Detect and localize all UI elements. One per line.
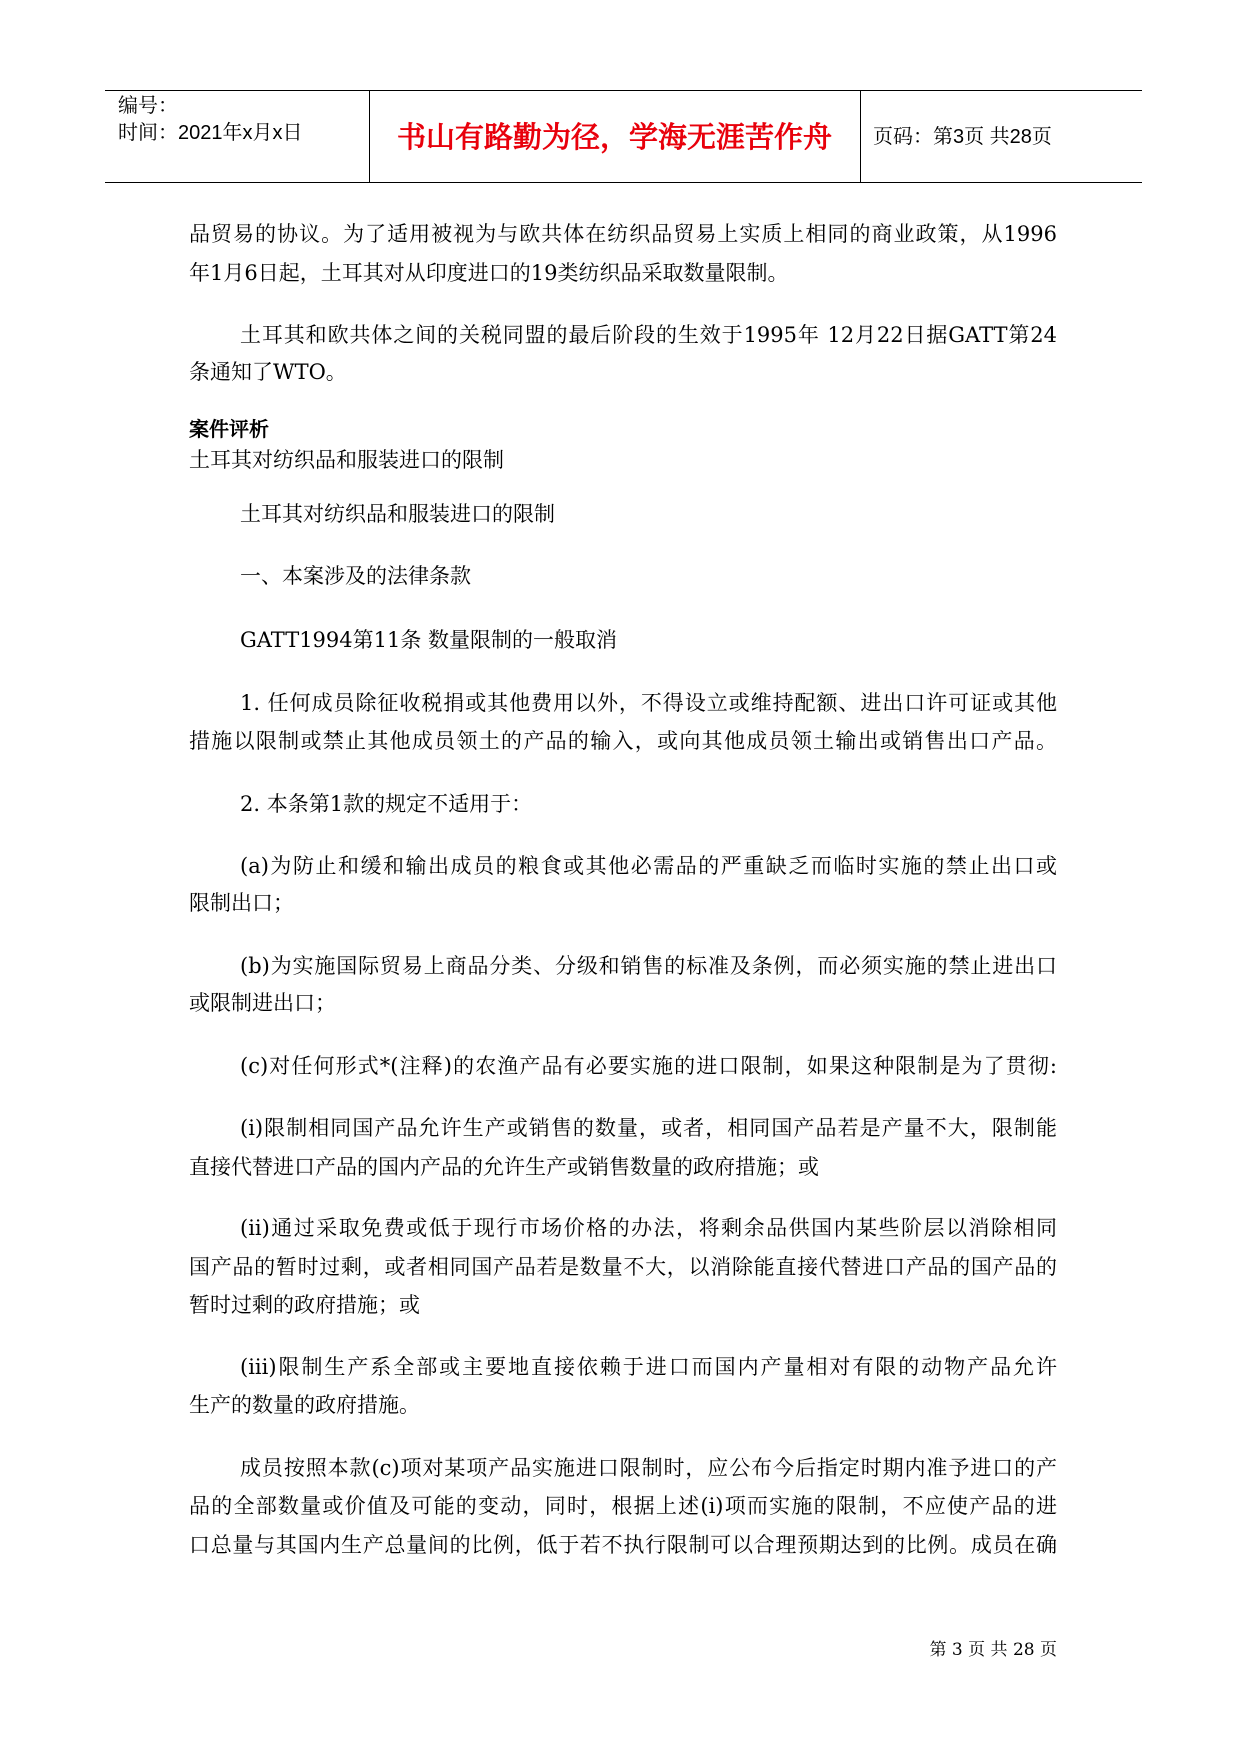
body-text-line: 或限制进出口；	[189, 991, 336, 1015]
header-rule-top	[105, 90, 1142, 91]
body-text-line: 2. 本条第1款的规定不适用于：	[240, 792, 533, 816]
page-indicator: 页码：第3页 共28页	[873, 126, 1052, 148]
body-text-line: 品的全部数量或价值及可能的变动，同时，根据上述(i)项而实施的限制，不应使产品的进	[189, 1494, 1057, 1518]
header-divider-right	[860, 90, 861, 182]
body-text-line: (b)为实施国际贸易上商品分类、分级和销售的标准及条例，而必须实施的禁止进出口	[240, 954, 1057, 978]
body-text-line: 土耳其和欧共体之间的关税同盟的最后阶段的生效于1995年 12月22日据GATT第24	[240, 323, 1057, 347]
body-text-line: 口总量与其国内生产总量间的比例，低于若不执行限制可以合理预期达到的比例。成员在确	[189, 1533, 1057, 1557]
body-text-line: 成员按照本款(c)项对某项产品实施进口限制时，应公布今后指定时期内准予进口的产	[240, 1456, 1057, 1480]
section-heading: 案件评析	[189, 417, 269, 441]
body-text-line: 1. 任何成员除征收税捐或其他费用以外，不得设立或维持配额、进出口许可证或其他	[240, 691, 1057, 715]
body-text-line: (i)限制相同国产品允许生产或销售的数量，或者，相同国产品若是产量不大，限制能	[240, 1116, 1057, 1140]
body-text-line: (c)对任何形式*(注释)的农渔产品有必要实施的进口限制，如果这种限制是为了贯彻:	[240, 1054, 1057, 1078]
body-text-line: 限制出口；	[189, 891, 294, 915]
body-text-line: (iii)限制生产系全部或主要地直接依赖于进口而国内产量相对有限的动物产品允许	[240, 1355, 1057, 1379]
body-text-line: 暂时过剩的政府措施；或	[189, 1293, 420, 1317]
header-rule-bottom	[105, 182, 1142, 183]
body-text-line: (ii)通过采取免费或低于现行市场价格的办法，将剩余品供国内某些阶层以消除相同	[240, 1216, 1057, 1240]
doc-number-label: 编号：	[118, 95, 178, 117]
body-text-line: 条通知了WTO。	[189, 360, 347, 384]
body-text-line: 直接代替进口产品的国内产品的允许生产或销售数量的政府措施；或	[189, 1155, 819, 1179]
body-text-line: 年1月6日起，土耳其对从印度进口的19类纺织品采取数量限制。	[189, 261, 789, 285]
body-text-line: 生产的数量的政府措施。	[189, 1393, 420, 1417]
motto-banner: 书山有路勤为径，学海无涯苦作舟	[396, 120, 832, 154]
body-text-line: (a)为防止和缓和输出成员的粮食或其他必需品的严重缺乏而临时实施的禁止出口或	[240, 854, 1057, 878]
body-text-line: 品贸易的协议。为了适用被视为与欧共体在纺织品贸易上实质上相同的商业政策，从1996	[189, 222, 1057, 246]
body-text-line: 措施以限制或禁止其他成员领土的产品的输入，或向其他成员领土输出或销售出口产品。	[189, 729, 1057, 753]
section-subtitle: 土耳其对纺织品和服装进口的限制	[189, 448, 504, 472]
page-number-footer: 第 3 页 共 28 页	[929, 1640, 1057, 1660]
doc-time-label: 时间：2021年x月x日	[118, 122, 303, 144]
body-text-line: 国产品的暂时过剩，或者相同国产品若是数量不大，以消除能直接代替进口产品的国产品的	[189, 1255, 1057, 1279]
body-text-line: 一、本案涉及的法律条款	[240, 564, 471, 588]
body-text-line: 土耳其对纺织品和服装进口的限制	[240, 502, 555, 526]
body-text-line: GATT1994第11条 数量限制的一般取消	[240, 628, 618, 652]
